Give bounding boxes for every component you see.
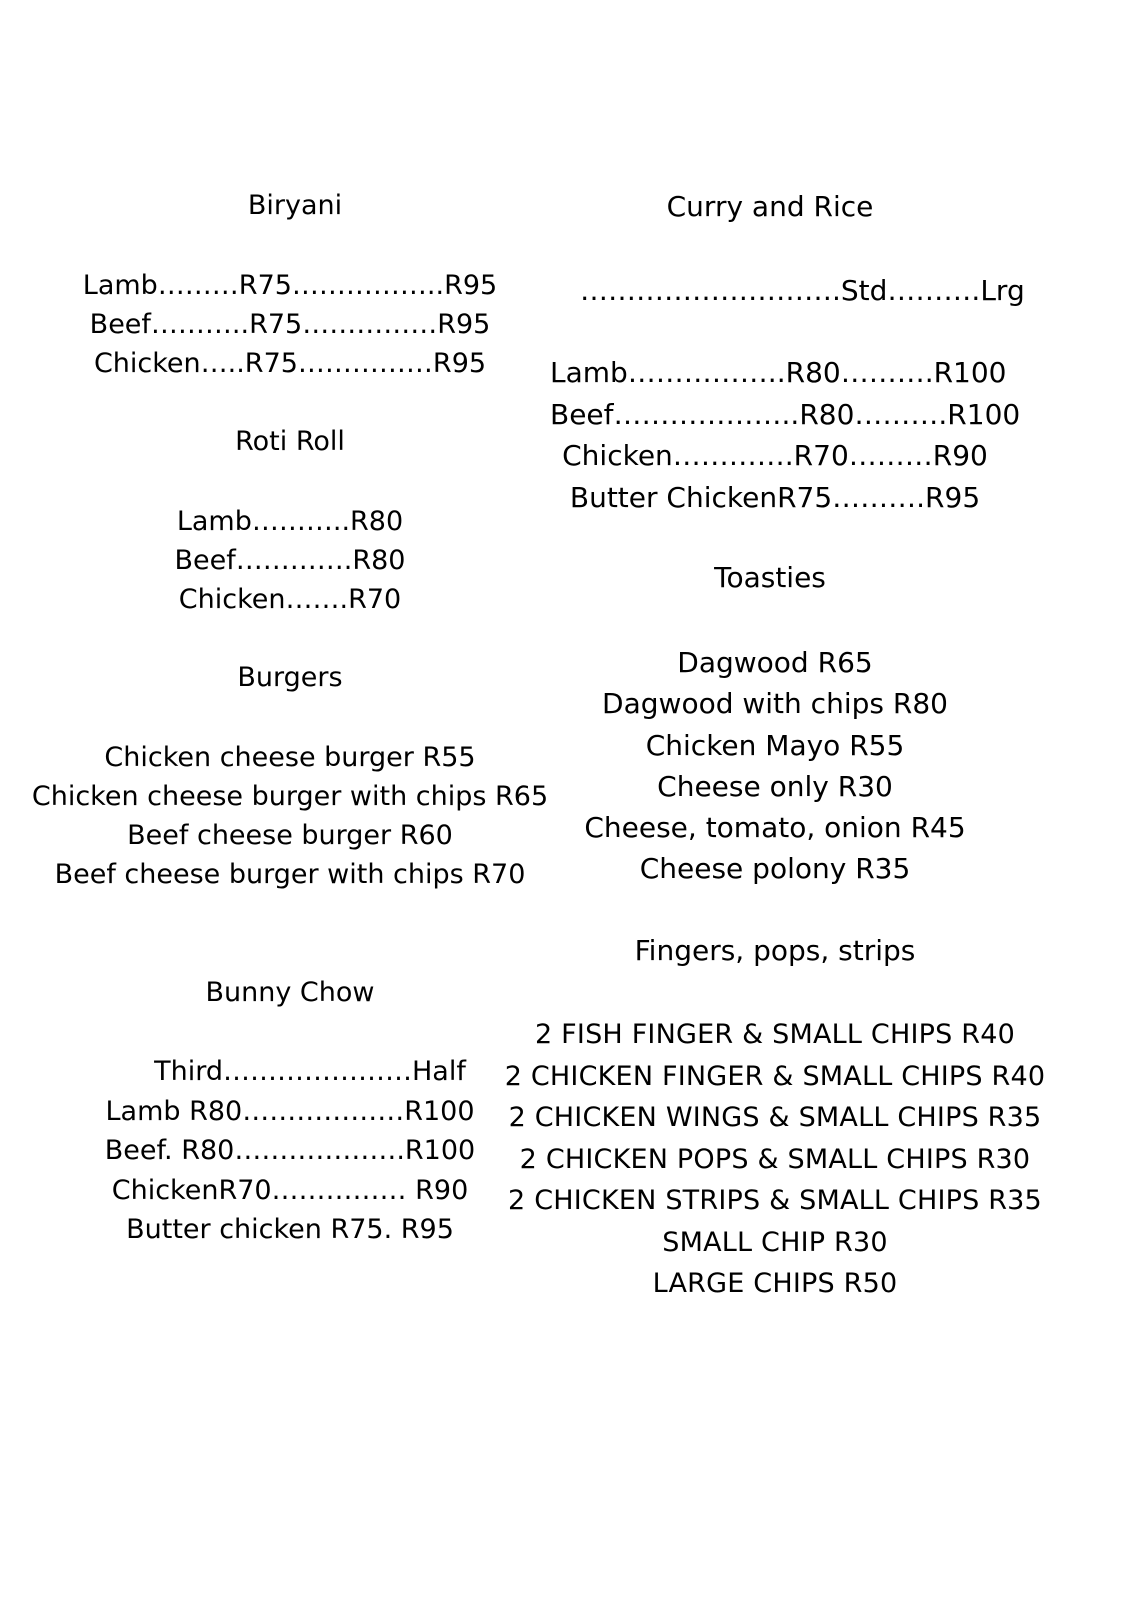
list-item: Butter ChickenR75……….R95: [569, 480, 981, 514]
fingers-heading: Fingers, pops, strips: [634, 934, 916, 967]
list-item: Lamb R80………………R100: [105, 1095, 475, 1127]
toasties-heading: Toasties: [714, 561, 826, 594]
list-item: 2 CHICKEN WINGS & SMALL CHIPS R35: [508, 1102, 1042, 1133]
list-item: Beef cheese burger R60: [127, 820, 453, 851]
toasties-list: [560, 642, 990, 890]
list-item: Cheese, tomato, onion R45: [584, 811, 966, 845]
fingers-list: [480, 1014, 1070, 1305]
list-item: 2 CHICKEN FINGER & SMALL CHIPS R40: [504, 1060, 1046, 1092]
list-item: Chicken………….R70………R90: [562, 439, 988, 472]
curry-and-rice-heading: Curry and Rice: [666, 190, 874, 223]
list-item: 2 CHICKEN POPS & SMALL CHIPS R30: [519, 1143, 1031, 1175]
list-item: Beef cheese burger with chips R70: [54, 859, 526, 890]
roti-roll-heading: Roti Roll: [235, 426, 345, 457]
list-item: Chicken cheese burger with chips R65: [31, 781, 549, 812]
bunny-chow-size-header: Third…………………Half: [154, 1056, 466, 1087]
list-item: Lamb………..R80: [176, 506, 404, 537]
list-item: Cheese polony R35: [639, 852, 911, 886]
list-item: Beef………….R80: [174, 545, 406, 576]
curry-size-header: ……………………….Std……….Lrg: [580, 274, 1025, 307]
list-item: Butter chicken R75. R95: [126, 1214, 454, 1245]
list-item: Lamb………R75……………..R95: [82, 270, 498, 301]
roti-roll-list: [140, 502, 440, 619]
list-item: Chicken…..R75……………R95: [93, 348, 487, 379]
burgers-list: [20, 738, 560, 894]
bunny-chow-heading: Bunny Chow: [205, 977, 375, 1008]
list-item: Lamb……………..R80……….R100: [550, 356, 1007, 389]
list-item: Beef………..R75……………R95: [89, 309, 491, 340]
biryani-list: [80, 266, 500, 383]
list-item: Beef………………..R80……….R100: [550, 397, 1021, 431]
burgers-heading: Burgers: [237, 662, 343, 693]
biryani-heading: Biryani: [247, 190, 343, 221]
list-item: Dagwood with chips R80: [602, 687, 948, 721]
list-item: ChickenR70…………… R90: [111, 1174, 469, 1206]
list-item: Dagwood R65: [677, 646, 873, 679]
list-item: LARGE CHIPS R50: [652, 1268, 898, 1299]
curry-and-rice-list: [550, 352, 1021, 518]
list-item: Chicken…….R70: [178, 584, 402, 615]
list-item: Chicken cheese burger R55: [104, 742, 476, 773]
list-item: 2 FISH FINGER & SMALL CHIPS R40: [535, 1019, 1015, 1050]
list-item: SMALL CHIP R30: [662, 1226, 888, 1258]
list-item: Chicken Mayo R55: [645, 728, 905, 762]
bunny-chow-list: [90, 1052, 490, 1250]
list-item: Beef. R80……………….R100: [104, 1135, 476, 1166]
list-item: Cheese only R30: [657, 769, 893, 803]
list-item: 2 CHICKEN STRIPS & SMALL CHIPS R35: [508, 1185, 1042, 1216]
